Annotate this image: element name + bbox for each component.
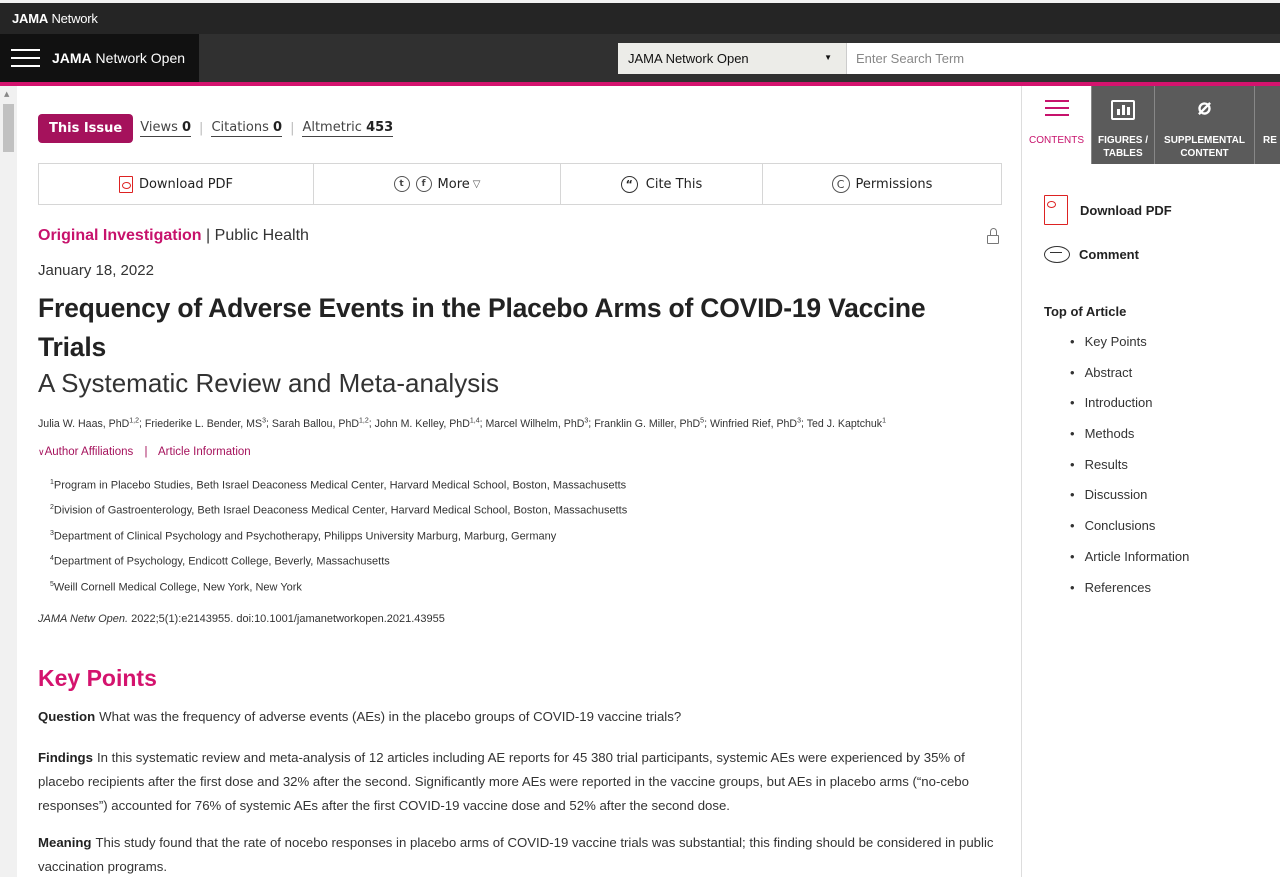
toc-item-references[interactable]: • References [1070,580,1189,611]
top-brand-bar [0,0,1280,34]
search-input[interactable] [847,43,1280,74]
chevron-down-icon: ▽ [472,178,481,190]
scrollbar-thumb[interactable] [3,104,14,152]
comment-icon [1044,246,1070,263]
nav-bar [0,34,1280,82]
sidebar-comment[interactable]: Comment [1044,246,1139,263]
twitter-icon[interactable]: t [394,176,410,192]
author-affiliations-toggle[interactable]: ∨Author Affiliations [38,446,134,458]
toc-item-article-information[interactable]: • Article Information [1070,549,1189,580]
pdf-icon [1044,195,1068,225]
views-link[interactable]: Views 0 [140,119,192,135]
table-of-contents [1070,334,1189,610]
chevron-down-icon: ∨ [38,447,45,457]
open-access-lock-icon [987,228,999,245]
paperclip-icon: ⌀ [1197,94,1212,119]
toc-item-abstract[interactable]: • Abstract [1070,365,1189,396]
article-main [17,86,1022,877]
article-kicker: Original Investigation | Public Health [38,227,309,244]
hamburger-menu-icon[interactable] [11,49,40,68]
journal-header [0,34,199,82]
key-point-meaning: Meaning This study found that the rate of nocebo responses in placebo arms of COVID-19 vaccine trials was substantial; this finding should be considered in public vaccination programs. [38,835,994,874]
toc-heading[interactable]: Top of Article [1044,304,1127,319]
author[interactable]: Franklin G. Miller, PhD$^5$ [594,417,705,430]
tab-contents[interactable]: CONTENTS [1022,86,1092,164]
key-point-findings: Findings In this systematic review and meta-analysis of 12 articles including AE reports for 45 380 trial participants, systemic AEs were experienced by 35% of placebo recipients after the first dose and 32% after the second. Significantly more AEs were reported in the vaccine groups, but AEs in placebo arms (“no-cebo responses”) accounted for 76% of systemic AEs after the first COVID-19 vaccine dose and 52% after the second dose. [38,750,969,813]
key-point-question: Question What was the frequency of adverse events (AEs) in the placebo groups of COVID-19 vaccine trials? [38,709,682,724]
tab-references[interactable]: RE [1255,86,1280,164]
article-action-bar [38,163,1002,205]
author[interactable]: Ted J. Kaptchuk$^1$ [806,417,886,430]
toc-item-conclusions[interactable]: • Conclusions [1070,518,1189,549]
this-issue-button[interactable]: This Issue [38,114,133,143]
share-more-button[interactable]: t f More ▽ [314,164,561,204]
vertical-scrollbar[interactable] [0,86,17,877]
cite-this-button[interactable]: “ Cite This [561,164,763,204]
toc-item-discussion[interactable]: • Discussion [1070,487,1189,518]
facebook-icon[interactable]: f [416,176,432,192]
key-points-heading: Key Points [38,665,157,691]
affiliation-item: $^4$Department of Psychology, Endicott College, Beverly, Massachusetts [50,555,390,568]
toc-item-key-points[interactable]: • Key Points [1070,334,1189,365]
tab-figures-tables[interactable]: FIGURES / TABLES [1092,86,1155,164]
article-section[interactable]: Public Health [214,227,309,244]
affiliation-links: ∨Author Affiliations | Article Information [38,446,251,458]
sidebar-download-pdf[interactable]: Download PDF [1044,195,1172,225]
affiliation-item: $^2$Division of Gastroenterology, Beth Israel Deaconess Medical Center, Harvard Medical School, Boston, Massachusetts [50,504,628,517]
author[interactable]: John M. Kelley, PhD$^{1,4}$ [374,417,480,430]
author[interactable]: Friederike L. Bender, $MS^3$ [144,417,266,430]
author-list: Julia W. Haas, PhD$^{1,2}$; Friederike L. Bender, $MS^3$; Sarah Ballou, PhD$^{1,2}$; John M. Kelley, PhD$^{1,4}$; Marcel Wilhelm, PhD$^3$; Franklin G. Miller, PhD$^5$; Winfried Rief, PhD$^3$; Ted J. Kaptchuk$^1$ [38,417,886,430]
article-citation: JAMA Netw Open. 2022;5(1):e2143955. doi:10.1001/jamanetworkopen.2021.43955 [38,613,445,625]
caret-down-icon: ▼ [824,53,832,62]
publication-date: January 18, 2022 [38,262,154,279]
affiliation-item: $^3$Department of Clinical Psychology and Psychotherapy, Philipps University Marburg, Marburg, Germany [50,530,557,543]
download-pdf-button[interactable]: Download PDF [39,164,314,204]
article-information-link[interactable]: Article Information [158,446,251,458]
jama-network-logo[interactable]: JAMA Network [12,11,98,26]
search-scope-select[interactable]: JAMA Network Open ▼ [618,43,847,74]
author[interactable]: Julia W. Haas, PhD$^{1,2}$ [38,417,139,430]
article-sidebar [1022,86,1280,877]
author[interactable]: Marcel Wilhelm, PhD$^3$ [485,417,589,430]
quote-icon: “ [621,176,638,193]
toc-item-methods[interactable]: • Methods [1070,426,1189,457]
list-icon [1045,100,1069,121]
toc-item-introduction[interactable]: • Introduction [1070,395,1189,426]
article-type[interactable]: Original Investigation [38,227,202,244]
article-subtitle: A Systematic Review and Meta-analysis [38,368,499,398]
copyright-icon: C [832,175,850,193]
bar-chart-icon [1111,100,1135,120]
citations-link[interactable]: Citations 0 [211,119,283,135]
article-title: Frequency of Adverse Events in the Placebo Arms of COVID-19 Vaccine Trials [38,293,926,362]
altmetric-link[interactable]: Altmetric 453 [302,119,394,135]
article-metrics: This Issue Views 0 | Citations 0 | Altmetric 453 [38,113,393,143]
sidebar-tabs [1022,86,1280,164]
journal-name[interactable]: JAMA Network Open [52,50,186,66]
affiliation-item: $^1$Program in Placebo Studies, Beth Israel Deaconess Medical Center, Harvard Medical School, Boston, Massachusetts [50,479,627,492]
author[interactable]: Sarah Ballou, PhD$^{1,2}$ [271,417,369,430]
pdf-icon [119,176,133,193]
author[interactable]: Winfried Rief, PhD$^3$ [709,417,801,430]
affiliation-item: $^5$Weill Cornell Medical College, New York, New York [50,581,302,594]
scroll-up-icon[interactable]: ▲ [4,90,10,98]
tab-supplemental-content[interactable]: ⌀ SUPPLEMENTAL CONTENT [1155,86,1255,164]
toc-item-results[interactable]: • Results [1070,457,1189,488]
permissions-button[interactable]: C Permissions [763,164,1001,204]
